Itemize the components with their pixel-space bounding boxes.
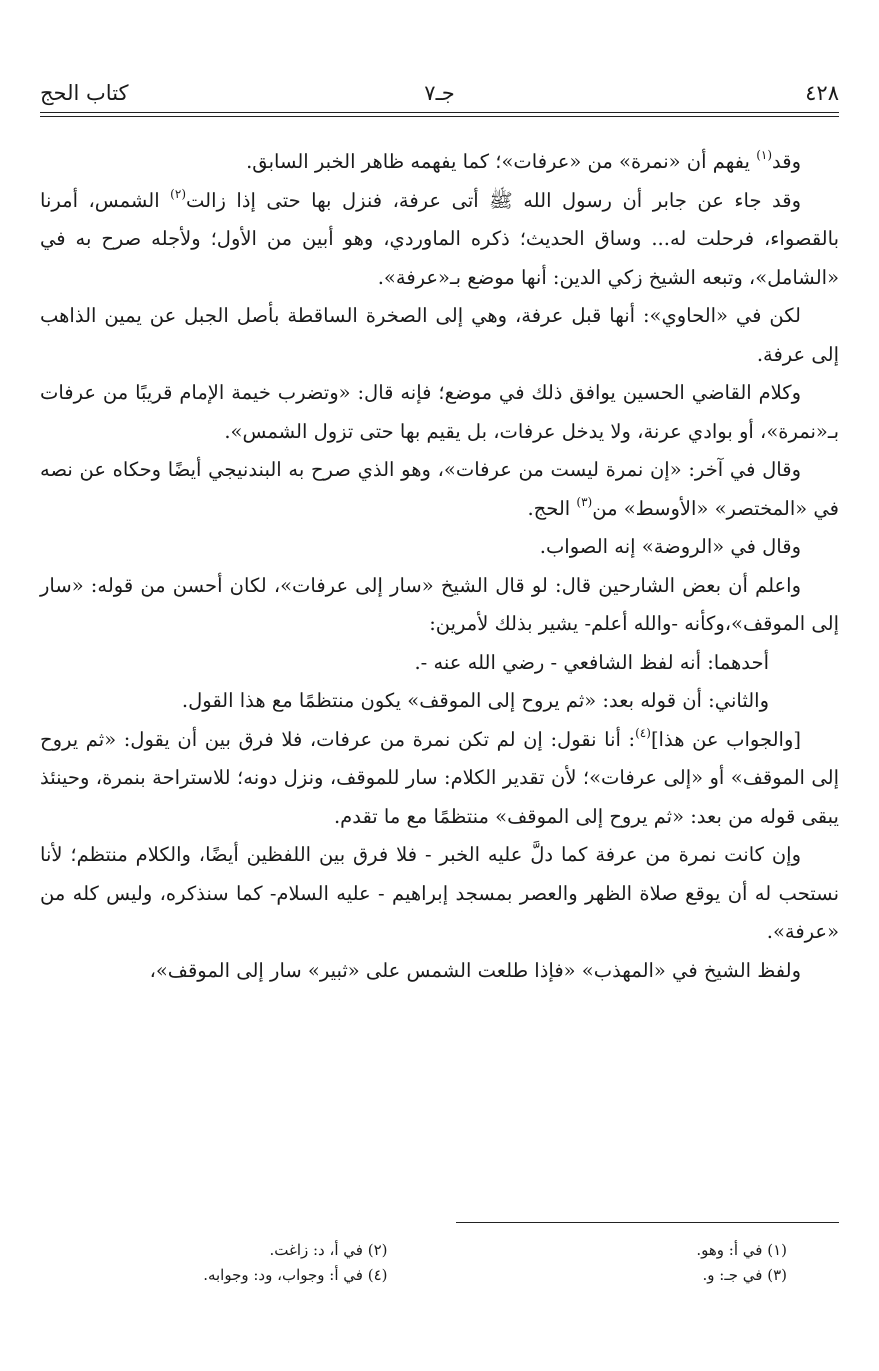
footnote-2: (٢) في أ، د: زاغت. bbox=[269, 1241, 388, 1259]
paragraph bbox=[40, 836, 839, 952]
paragraph bbox=[40, 721, 839, 837]
main-text bbox=[40, 143, 839, 990]
footnote-3: (٣) في جـ: و. bbox=[702, 1266, 787, 1284]
paragraph-text: لكن في «الحاوي»: أنها قبل عرفة، وهي إلى الصخرة الساقطة بأصل الجبل عن يمين الذاهب إلى عرفة. bbox=[40, 304, 839, 366]
footnotes bbox=[40, 1238, 839, 1288]
paragraph bbox=[40, 644, 839, 683]
footnote-1: (١) في أ: وهو. bbox=[696, 1241, 787, 1259]
paragraph-text: يفهم أن «نمرة» من «عرفات»؛ كما يفهمه ظاهر الخبر السابق. bbox=[246, 150, 757, 173]
footnote-4: (٤) في أ: وجواب، ود: وجوابه. bbox=[203, 1266, 388, 1284]
book-title: كتاب الحج bbox=[40, 81, 129, 105]
paragraph bbox=[40, 952, 839, 991]
header-rule-inner bbox=[40, 116, 839, 117]
paragraph bbox=[40, 374, 839, 451]
running-header bbox=[40, 76, 839, 110]
volume-number: جـ٧ bbox=[424, 81, 455, 105]
footnote-ref: (١) bbox=[756, 148, 773, 162]
footnote-ref: (٤) bbox=[635, 725, 651, 740]
footnote-separator bbox=[456, 1222, 839, 1223]
paragraph-text: وقد جاء عن جابر أن رسول الله ﷺ أتى عرفة، فنزل بها حتى إذا زالت bbox=[186, 188, 801, 212]
paragraph-text: [والجواب عن هذا] bbox=[650, 727, 801, 751]
paragraph-text: الحج. bbox=[527, 496, 577, 520]
paragraph bbox=[40, 682, 839, 721]
paragraph-text: ولفظ الشيخ في «المهذب» «فإذا طلعت الشمس على «ثبير» سار إلى الموقف»، bbox=[149, 958, 801, 982]
paragraph bbox=[40, 182, 839, 298]
header-rule bbox=[40, 112, 839, 113]
paragraph bbox=[40, 567, 839, 644]
paragraph bbox=[40, 451, 839, 528]
page-number: ٤٢٨ bbox=[805, 81, 839, 105]
footnote-ref: (٢) bbox=[170, 186, 186, 201]
paragraph-text: وقال في آخر: «إن نمرة ليست من عرفات»، وهو الذي صرح به البندنيجي أيضًا وحكاه عن نصه في «المختصر» «الأوسط» من bbox=[40, 458, 839, 520]
paragraph-text: أحدهما: أنه لفظ الشافعي - رضي الله عنه -. bbox=[414, 650, 769, 674]
paragraph-text: وإن كانت نمرة من عرفة كما دلَّ عليه الخبر - فلا فرق بين اللفظين أيضًا، والكلام منتظم؛ لأنا نستحب له أن يوقع صلاة الظهر والعصر بمسجد إبراهيم - عليه السلام- كما سنذكره، وليس كله من «عرفة». bbox=[40, 843, 839, 943]
paragraph-text: : أنا نقول: إن لم تكن نمرة من عرفات، فلا فرق بين أن يقول: «ثم يروح إلى الموقف» أو «إلى عرفات»؛ لأن تقدير الكلام: سار للموقف، ونزل دونه؛ للاستراحة بنمرة، وحينئذ يبقى قوله من بعد: «ثم يروح إلى الموقف» منتظمًا مع ما تقدم. bbox=[40, 727, 839, 828]
paragraph-text: وقال في «الروضة» إنه الصواب. bbox=[539, 535, 801, 558]
paragraph-text: والثاني: أن قوله بعد: «ثم يروح إلى الموقف» يكون منتظمًا مع هذا القول. bbox=[181, 689, 769, 712]
paragraph-text: الشمس، أمرنا بالقصواء، فرحلت له... وساق الحديث؛ ذكره الماوردي، وهو أبين من الأول؛ ولأجله صرح به في «الشامل»، وتبعه الشيخ زكي الدين: أنها موضع بـ«عرفة». bbox=[40, 188, 839, 289]
paragraph bbox=[40, 297, 839, 374]
paragraph-text: وقد bbox=[772, 150, 801, 173]
paragraph-text: واعلم أن بعض الشارحين قال: لو قال الشيخ «سار إلى عرفات»، لكان أحسن من قوله: «سار إلى الموقف»،وكأنه -والله أعلم- يشير بذلك لأمرين: bbox=[40, 573, 839, 635]
paragraph bbox=[40, 143, 839, 182]
paragraph-text: وكلام القاضي الحسين يوافق ذلك في موضع؛ فإنه قال: «وتضرب خيمة الإمام قريبًا من عرفات بـ«نمرة»، أو بوادي عرنة، ولا يدخل عرفات، بل يقيم بها حتى تزول الشمس». bbox=[40, 381, 839, 443]
footnote-ref: (٣) bbox=[576, 494, 593, 509]
paragraph bbox=[40, 528, 839, 567]
